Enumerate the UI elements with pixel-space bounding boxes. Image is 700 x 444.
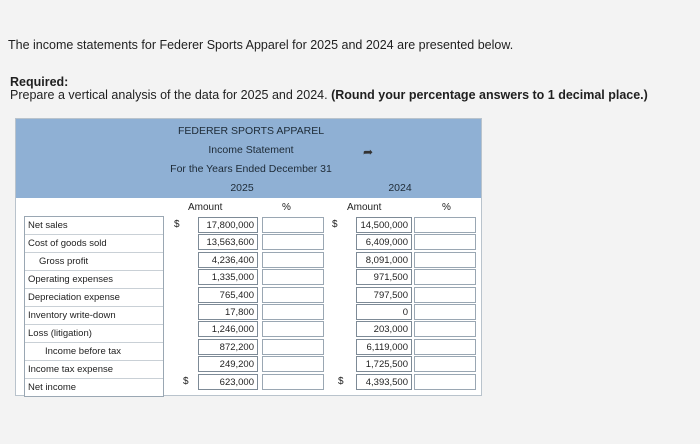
percent-2025-input[interactable] [262,217,324,233]
amount-2025-cell: 4,236,400 [198,252,258,268]
amount-2024-cell: 8,091,000 [356,252,412,268]
percent-2024-input[interactable] [414,234,476,250]
amount-2024-cell: 6,409,000 [356,234,412,250]
percent-2024-input[interactable] [414,287,476,303]
percent-2024-input[interactable] [414,217,476,233]
percent-2025-input[interactable] [262,304,324,320]
mouse-cursor-icon: ➦ [363,145,374,159]
row-label: Loss (litigation) [25,325,163,343]
percent-2025-input[interactable] [262,321,324,337]
row-label: Net sales [25,217,163,235]
percent-2024-input[interactable] [414,356,476,372]
amount-2025-cell: 765,400 [198,287,258,303]
percent-2025-input[interactable] [262,339,324,355]
currency-symbol: $ [338,375,344,387]
row-label: Income tax expense [25,361,163,379]
row-label: Gross profit [25,253,163,271]
row-label: Depreciation expense [25,289,163,307]
amount-2024-cell: 6,119,000 [356,339,412,355]
currency-symbol: $ [332,219,338,230]
amount-2024-cell: 971,500 [356,269,412,285]
percent-2024-input[interactable] [414,252,476,268]
instructions-text: The income statements for Federer Sports Apparel for 2025 and 2024 are presented below. [8,38,514,52]
required-heading: Required: [10,75,69,89]
amount-2024-cell: 4,393,500 [356,374,412,390]
amount-2025-cell: 623,000 [198,374,258,390]
rounding-note: (Round your percentage answers to 1 decimal place.) [331,88,648,102]
percent-2025-input[interactable] [262,374,324,390]
row-label: Income before tax [25,343,163,361]
amount-2024-cell: 203,000 [356,321,412,337]
row-label: Inventory write-down [25,307,163,325]
percent-2024-input[interactable] [414,339,476,355]
amount-header-2024: Amount [347,202,382,213]
row-label: Cost of goods sold [25,235,163,253]
percent-2024-input[interactable] [414,269,476,285]
percent-2025-input[interactable] [262,234,324,250]
amount-2025-cell: 17,800 [198,304,258,320]
statement-title: Income Statement [208,144,294,156]
year-2024-header: 2024 [388,182,412,194]
currency-symbol: $ [183,375,189,387]
statement-period: For the Years Ended December 31 [170,163,332,175]
amount-2024-cell: 797,500 [356,287,412,303]
income-statement-table [15,118,482,396]
amount-2025-cell: 872,200 [198,339,258,355]
percent-2025-input[interactable] [262,287,324,303]
amount-2025-cell: 1,335,000 [198,269,258,285]
row-label: Net income [28,382,77,393]
percent-2024-input[interactable] [414,321,476,337]
amount-2024-cell: 14,500,000 [356,217,412,233]
percent-2025-input[interactable] [262,356,324,372]
company-name: FEDERER SPORTS APPAREL [177,125,325,137]
percent-2024-input[interactable] [414,374,476,390]
amount-header-2025: Amount [188,202,223,213]
amount-2025-cell: 17,800,000 [198,217,258,233]
percent-2025-input[interactable] [262,252,324,268]
row-labels [24,216,164,397]
percent-2024-input[interactable] [414,304,476,320]
required-text [10,88,648,102]
amount-2025-cell: 13,563,600 [198,234,258,250]
currency-symbol: $ [174,219,180,230]
required-body: Prepare a vertical analysis of the data for 2025 and 2024. [10,88,328,102]
amount-2025-cell: 1,246,000 [198,321,258,337]
amount-2024-cell: 1,725,500 [356,356,412,372]
amount-2024-cell: 0 [356,304,412,320]
year-2025-header: 2025 [230,182,254,194]
percent-header-2024: % [442,202,451,213]
percent-2025-input[interactable] [262,269,324,285]
row-label: Operating expenses [25,271,163,289]
amount-2025-cell: 249,200 [198,356,258,372]
percent-header-2025: % [282,202,291,213]
